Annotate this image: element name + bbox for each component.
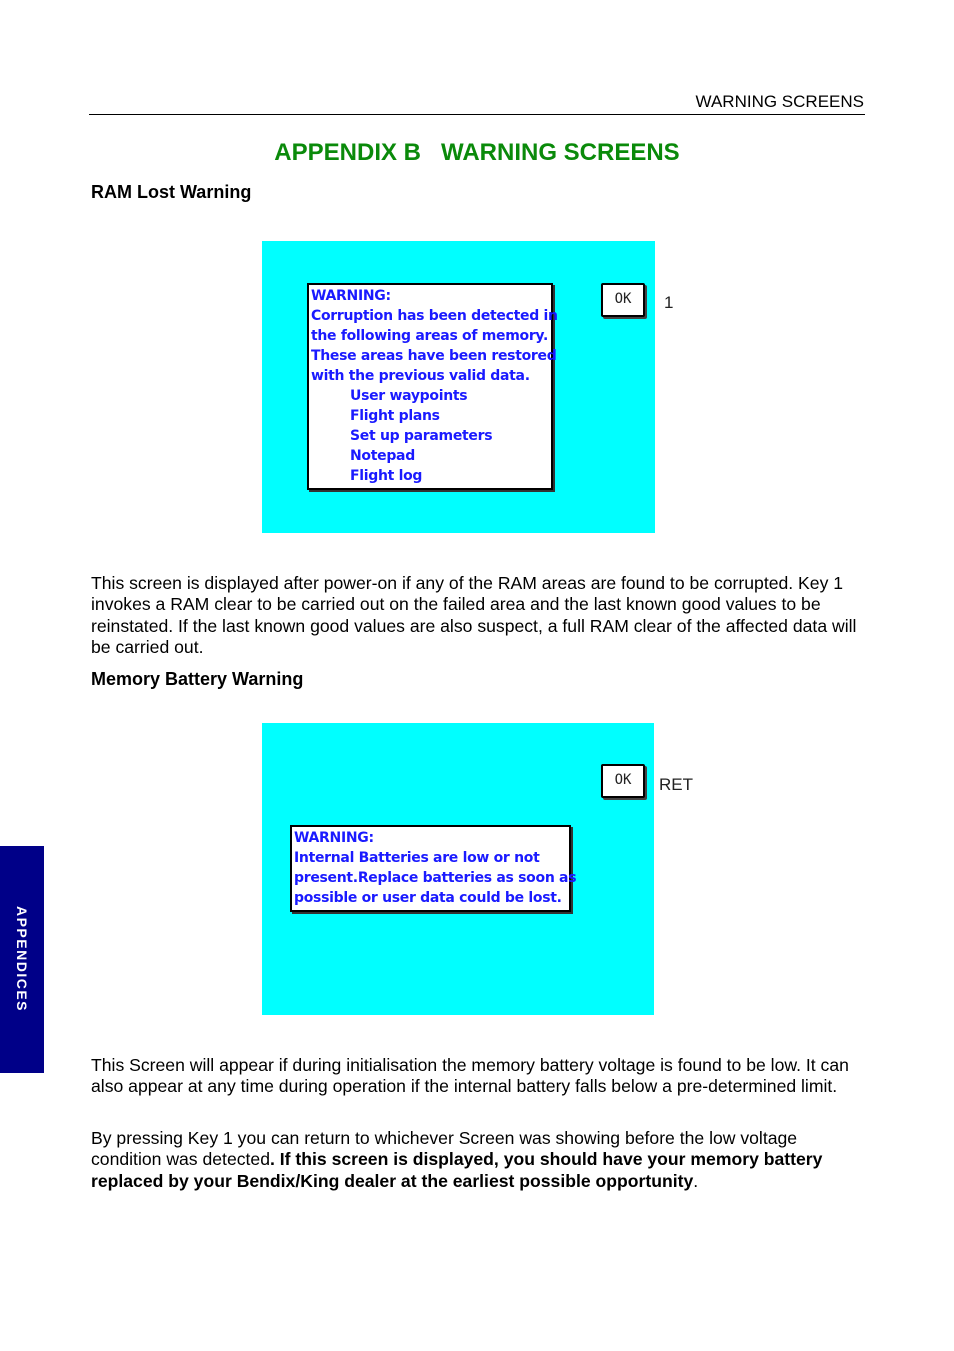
ok-button[interactable]: OK xyxy=(601,764,645,798)
section-heading-ram-lost: RAM Lost Warning xyxy=(91,182,252,202)
warning-line: These areas have been restored xyxy=(311,348,557,364)
side-tab-appendices xyxy=(0,846,44,1073)
memory-battery-screen xyxy=(262,723,654,1015)
ram-lost-screen xyxy=(262,241,655,533)
ram-lost-warning-box xyxy=(307,283,558,490)
warning-line: present.Replace batteries as soon as xyxy=(294,870,577,886)
memory-area-item: Set up parameters xyxy=(350,428,493,444)
warning-line: the following areas of memory. xyxy=(311,328,548,344)
ok-button[interactable]: OK xyxy=(601,283,645,317)
memory-area-item: User waypoints xyxy=(350,388,468,404)
instruction-emphasis: . If this screen is displayed, you should have your memory battery replaced by your Bendix/King dealer at the earliest possible opportunity xyxy=(91,1149,823,1191)
header-rule xyxy=(89,114,865,115)
warning-line: WARNING: xyxy=(311,288,391,304)
battery-warning-box xyxy=(290,825,577,912)
memory-area-item: Notepad xyxy=(350,448,415,464)
instruction-text: By pressing Key 1 you can return to whichever Screen was showing before the low voltage condition was detected xyxy=(91,1128,798,1170)
instruction-end: . xyxy=(693,1170,699,1191)
memory-area-item: Flight plans xyxy=(350,408,440,424)
key-label-1: 1 xyxy=(664,293,674,312)
battery-instruction xyxy=(91,1128,866,1192)
appendix-title: APPENDIX B WARNING SCREENS xyxy=(274,139,680,166)
key-label-ret: RET xyxy=(659,775,693,794)
memory-area-item: Flight log xyxy=(350,468,423,484)
warning-line: Internal Batteries are low or not xyxy=(294,850,540,866)
warning-line: with the previous valid data. xyxy=(311,368,530,384)
warning-line: Corruption has been detected in xyxy=(311,308,558,324)
ram-lost-description: This screen is displayed after power-on if any of the RAM areas are found to be corrupted. Key 1 invokes a RAM clear to be carried out on the failed area and the last known good values to be reinstated. If the last known good values are also suspect, a full RAM clear of the affected data will be carried out. xyxy=(91,573,857,657)
warning-line: possible or user data could be lost. xyxy=(294,890,562,906)
section-heading-memory-battery: Memory Battery Warning xyxy=(91,669,304,689)
side-tab-label: APPENDICES xyxy=(14,905,30,1013)
warning-line: WARNING: xyxy=(294,830,374,846)
running-header: WARNING SCREENS xyxy=(695,92,864,111)
battery-description: This Screen will appear if during initialisation the memory battery voltage is found to be low. It can also appear at any time during operation if the internal battery falls below a pre-determined limit. xyxy=(91,1055,849,1097)
